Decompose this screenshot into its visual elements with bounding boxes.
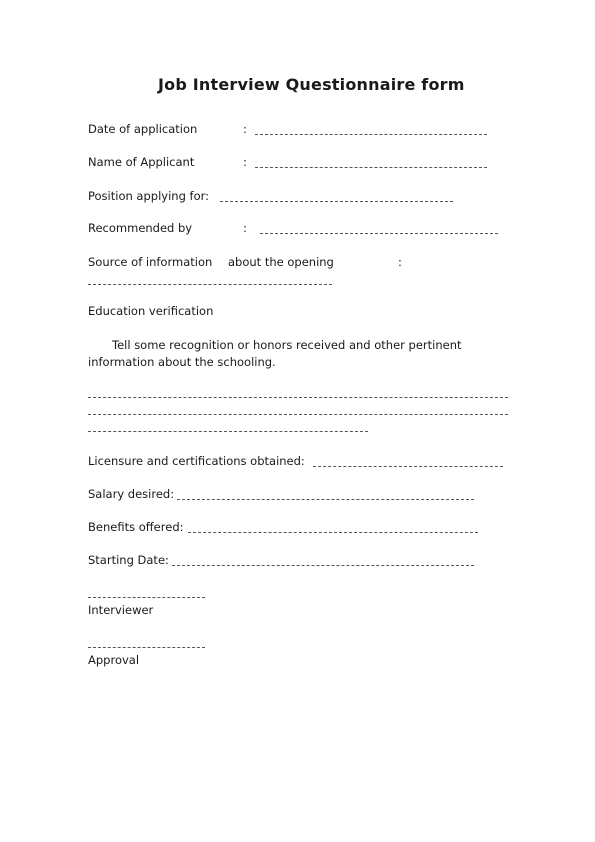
position-field[interactable] (220, 201, 453, 202)
form-title: Job Interview Questionnaire form (158, 75, 465, 94)
education-field-line-2[interactable] (88, 414, 508, 415)
education-prompt: Tell some recognition or honors received and other pertinent information about the schooling. (88, 338, 462, 369)
name-of-applicant-colon: : (243, 155, 247, 169)
recommended-by-colon: : (243, 221, 247, 235)
position-label: Position applying for: (88, 189, 210, 203)
interviewer-label: Interviewer (88, 603, 154, 617)
recommended-by-label: Recommended by (88, 221, 193, 235)
education-field-line-1[interactable] (88, 397, 508, 398)
recommended-by-field[interactable] (260, 233, 498, 234)
source-colon: : (398, 255, 402, 269)
education-field-line-3[interactable] (88, 431, 368, 432)
starting-date-field[interactable] (172, 565, 474, 566)
date-of-application-colon: : (243, 122, 247, 136)
benefits-field[interactable] (188, 532, 478, 533)
licensure-label: Licensure and certifications obtained: (88, 454, 305, 468)
source-label-a: Source of information (88, 255, 213, 269)
source-label-b: about the opening (228, 255, 334, 269)
name-of-applicant-label: Name of Applicant (88, 155, 195, 169)
approval-signature-line[interactable] (88, 647, 205, 648)
name-of-applicant-field[interactable] (255, 167, 487, 168)
approval-label: Approval (88, 653, 140, 667)
salary-field[interactable] (177, 499, 474, 500)
education-heading: Education verification (88, 304, 214, 318)
benefits-label: Benefits offered: (88, 520, 184, 534)
starting-date-label: Starting Date: (88, 553, 169, 567)
interviewer-signature-line[interactable] (88, 597, 205, 598)
licensure-field[interactable] (313, 466, 503, 467)
source-field[interactable] (88, 284, 332, 285)
salary-label: Salary desired: (88, 487, 175, 501)
date-of-application-field[interactable] (255, 134, 487, 135)
date-of-application-label: Date of application (88, 122, 198, 136)
